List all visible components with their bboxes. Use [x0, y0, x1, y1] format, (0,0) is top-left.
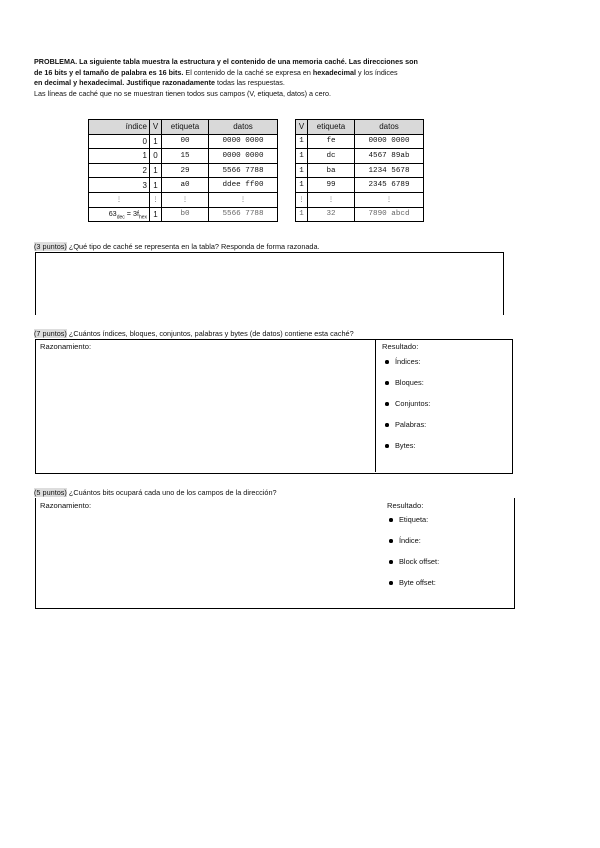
- intro-line-4: Las líneas de caché que no se muestran tienen todos sus campos (V, etiqueta, datos) a cero.: [34, 88, 331, 98]
- cache-table: [88, 119, 424, 222]
- table-row: [89, 178, 424, 193]
- tag: 99: [308, 178, 355, 193]
- gap: [278, 192, 296, 207]
- intro-l2d: 16 bits.: [158, 67, 184, 77]
- valid-bit: 1: [150, 163, 162, 178]
- valid-bit: 1: [296, 134, 308, 149]
- result-item: Índice:: [387, 536, 439, 557]
- idx-hex-sub: hex: [138, 214, 147, 221]
- tag: b0: [162, 207, 209, 222]
- data: 0000 0000: [209, 149, 278, 164]
- dots: ⋮: [209, 192, 278, 207]
- row-index: 1: [89, 149, 150, 164]
- q3-reasoning-label: Razonamiento:: [40, 501, 92, 510]
- tag: 32: [308, 207, 355, 222]
- result-item: Byte offset:: [387, 578, 439, 599]
- intro-line-1: La siguiente tabla muestra la estructura y el contenido de una memoria caché. Las direcciones son: [77, 57, 418, 66]
- idx-dec-sub: dec: [116, 214, 125, 221]
- valid-bit: 1: [150, 207, 162, 222]
- data: 0000 0000: [209, 134, 278, 149]
- ellipsis-row: [89, 192, 424, 207]
- dots: ⋮: [89, 192, 150, 207]
- q3-text: ¿Cuántos bits ocupará cada uno de los campos de la dirección?: [66, 488, 277, 497]
- result-item: Block offset:: [387, 557, 439, 578]
- dots: ⋮: [308, 192, 355, 207]
- intro-l3b: Justifique razonadamente: [126, 78, 215, 88]
- table-row-last: [89, 207, 424, 222]
- table-row: [89, 134, 424, 149]
- q3-result-list: [387, 515, 439, 599]
- header-data2: datos: [355, 120, 424, 135]
- header-data1: datos: [209, 120, 278, 135]
- data: 7890 abcd: [355, 207, 424, 222]
- q1-text: ¿Qué tipo de caché se representa en la tabla? Responda de forma razonada.: [66, 242, 320, 251]
- problem-label: PROBLEMA.: [34, 57, 78, 66]
- intro-l2f: hexadecimal: [312, 67, 357, 77]
- q3-result-label: Resultado:: [387, 501, 424, 510]
- q3-points: (5 puntos): [34, 488, 67, 497]
- table-row: [89, 149, 424, 164]
- gap: [278, 134, 296, 149]
- valid-bit: 1: [296, 178, 308, 193]
- valid-bit: 1: [150, 134, 162, 149]
- intro-l2b: 16 bits: [44, 67, 68, 77]
- q2-divider: [375, 339, 376, 472]
- row-index: [89, 207, 150, 222]
- result-item: Palabras:: [383, 420, 430, 441]
- header-v2: V: [296, 120, 308, 135]
- intro-l3a: en decimal y hexadecimal.: [34, 78, 127, 88]
- dots: ⋮: [150, 192, 162, 207]
- problem-statement: [34, 57, 534, 99]
- dots: ⋮: [355, 192, 424, 207]
- tag: dc: [308, 149, 355, 164]
- data: 5566 7788: [209, 207, 278, 222]
- q2-reasoning-label: Razonamiento:: [40, 342, 92, 351]
- data: 5566 7788: [209, 163, 278, 178]
- intro-l3c: todas las respuestas.: [214, 78, 285, 88]
- tag: fe: [308, 134, 355, 149]
- q2-answer-box[interactable]: [35, 339, 513, 474]
- gap: [278, 163, 296, 178]
- gap: [278, 120, 296, 135]
- result-item: Índices:: [383, 357, 430, 378]
- valid-bit: 1: [296, 207, 308, 222]
- question-3: [34, 488, 277, 497]
- q2-result-list: [383, 357, 430, 462]
- valid-bit: 1: [296, 163, 308, 178]
- intro-l2g: y los índices: [356, 67, 398, 77]
- tag: 29: [162, 163, 209, 178]
- dots: ⋮: [162, 192, 209, 207]
- row-index: 3: [89, 178, 150, 193]
- valid-bit: 1: [296, 149, 308, 164]
- dots: ⋮: [296, 192, 308, 207]
- result-item: Bloques:: [383, 378, 430, 399]
- gap: [278, 178, 296, 193]
- header-index: índice: [89, 120, 150, 135]
- tag: 00: [162, 134, 209, 149]
- tag: ba: [308, 163, 355, 178]
- row-index: 0: [89, 134, 150, 149]
- tag: a0: [162, 178, 209, 193]
- intro-l2c: y el tamaño de palabra es: [67, 67, 159, 77]
- table-header-row: [89, 120, 424, 135]
- valid-bit: 0: [150, 149, 162, 164]
- header-tag1: etiqueta: [162, 120, 209, 135]
- result-item: Bytes:: [383, 441, 430, 462]
- gap: [278, 149, 296, 164]
- question-1: [34, 242, 320, 251]
- idx-dec: 63: [108, 208, 117, 218]
- gap: [278, 207, 296, 222]
- q2-points: (7 puntos): [34, 329, 67, 338]
- q1-points: (3 puntos): [34, 242, 67, 251]
- valid-bit: 1: [150, 178, 162, 193]
- data: 4567 89ab: [355, 149, 424, 164]
- result-item: Conjuntos:: [383, 399, 430, 420]
- data: 1234 5678: [355, 163, 424, 178]
- data: 2345 6789: [355, 178, 424, 193]
- intro-l2a: de: [34, 67, 45, 77]
- q1-answer-box[interactable]: [35, 252, 504, 315]
- idx-hex: = 3f: [124, 208, 139, 218]
- tag: 15: [162, 149, 209, 164]
- table-row: [89, 163, 424, 178]
- data: ddee ff00: [209, 178, 278, 193]
- data: 0000 0000: [355, 134, 424, 149]
- q2-result-label: Resultado:: [382, 342, 419, 351]
- intro-l2e: El contenido de la caché se expresa en: [183, 67, 313, 77]
- result-item: Etiqueta:: [387, 515, 439, 536]
- q3-answer-box[interactable]: [35, 498, 515, 609]
- row-index: 2: [89, 163, 150, 178]
- header-v1: V: [150, 120, 162, 135]
- q2-text: ¿Cuántos índices, bloques, conjuntos, palabras y bytes (de datos) contiene esta caché?: [66, 329, 354, 338]
- header-tag2: etiqueta: [308, 120, 355, 135]
- question-2: [34, 329, 354, 338]
